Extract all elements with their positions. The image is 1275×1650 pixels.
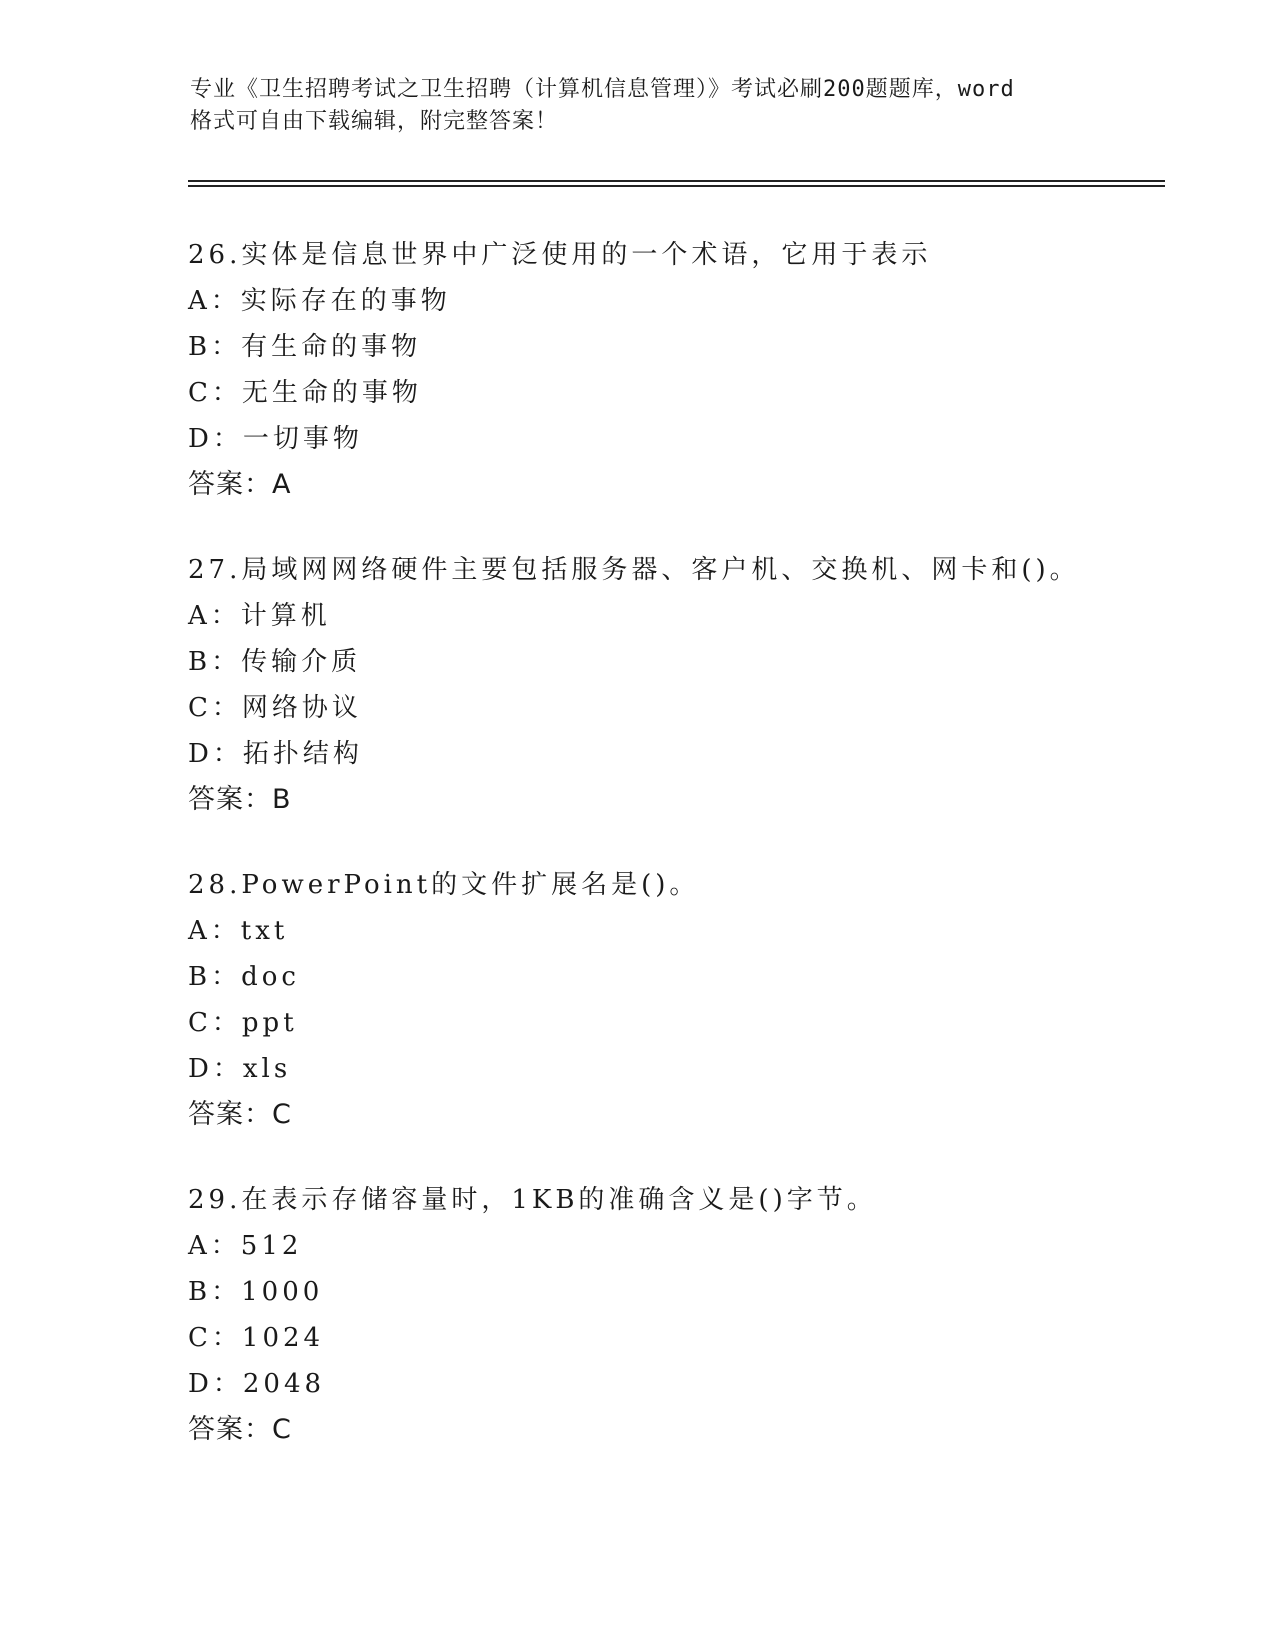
option-key: A： xyxy=(188,286,241,316)
option-key: D： xyxy=(188,739,243,769)
question-block xyxy=(188,232,1148,508)
option-text: 有生命的事物 xyxy=(241,332,422,362)
header-divider-top xyxy=(188,180,1165,182)
option-text: 无生命的事物 xyxy=(241,378,422,408)
option-text: 实际存在的事物 xyxy=(240,286,451,316)
header-divider-bottom xyxy=(188,185,1165,187)
question-stem: 29.在表示存储容量时，1KB的准确含义是()字节。 xyxy=(188,1185,877,1215)
answer-line: 答案：C xyxy=(188,1099,292,1130)
header-line-2: 格式可自由下载编辑，附完整答案！ xyxy=(190,109,559,134)
option-key: C： xyxy=(188,1323,242,1353)
option-d xyxy=(188,1046,1148,1092)
option-key: B： xyxy=(188,962,242,992)
question-stem: 27.局域网网络硬件主要包括服务器、客户机、交换机、网卡和()。 xyxy=(188,555,1080,585)
option-text: 传输介质 xyxy=(241,647,362,677)
option-key: C： xyxy=(188,378,242,408)
option-text: 网络协议 xyxy=(241,693,362,723)
option-text: xls xyxy=(242,1054,292,1084)
option-text: txt xyxy=(240,916,289,946)
document-header xyxy=(190,74,1090,138)
option-b xyxy=(188,954,1148,1000)
option-key: B： xyxy=(188,332,242,362)
option-a xyxy=(188,593,1148,639)
question-block xyxy=(188,862,1148,1138)
option-key: D： xyxy=(188,1054,243,1084)
option-b xyxy=(188,639,1148,685)
option-c xyxy=(188,685,1148,731)
option-key: C： xyxy=(188,1008,242,1038)
option-key: C： xyxy=(188,693,242,723)
option-text: 1000 xyxy=(241,1277,324,1307)
option-text: 512 xyxy=(240,1231,303,1261)
option-text: 1024 xyxy=(241,1323,325,1353)
option-c xyxy=(188,1315,1148,1361)
header-line-1: 专业《卫生招聘考试之卫生招聘（计算机信息管理）》考试必刷200题题库，word xyxy=(190,77,1015,102)
answer-line: 答案：A xyxy=(188,469,292,500)
option-b xyxy=(188,324,1148,370)
option-text: 一切事物 xyxy=(242,424,363,454)
option-c xyxy=(188,370,1148,416)
option-d xyxy=(188,416,1148,462)
option-c xyxy=(188,1000,1148,1046)
option-d xyxy=(188,731,1148,777)
option-key: B： xyxy=(188,647,242,677)
option-text: 拓扑结构 xyxy=(242,739,363,769)
option-key: D： xyxy=(188,1369,243,1399)
question-stem: 28.PowerPoint的文件扩展名是()。 xyxy=(188,870,700,900)
question-block xyxy=(188,1177,1148,1453)
option-text: doc xyxy=(241,962,300,992)
option-key: B： xyxy=(188,1277,242,1307)
option-key: A： xyxy=(188,1231,241,1261)
answer-line: 答案：B xyxy=(188,784,292,815)
option-d xyxy=(188,1361,1148,1407)
option-b xyxy=(188,1269,1148,1315)
question-block xyxy=(188,547,1148,823)
question-stem: 26.实体是信息世界中广泛使用的一个术语，它用于表示 xyxy=(188,240,932,270)
option-key: A： xyxy=(188,916,241,946)
option-text: 计算机 xyxy=(240,601,331,631)
option-key: D： xyxy=(188,424,243,454)
answer-line: 答案：C xyxy=(188,1414,292,1445)
option-a xyxy=(188,908,1148,954)
option-key: A： xyxy=(188,601,241,631)
option-a xyxy=(188,1223,1148,1269)
option-text: 2048 xyxy=(242,1369,326,1399)
option-text: ppt xyxy=(241,1008,298,1038)
option-a xyxy=(188,278,1148,324)
